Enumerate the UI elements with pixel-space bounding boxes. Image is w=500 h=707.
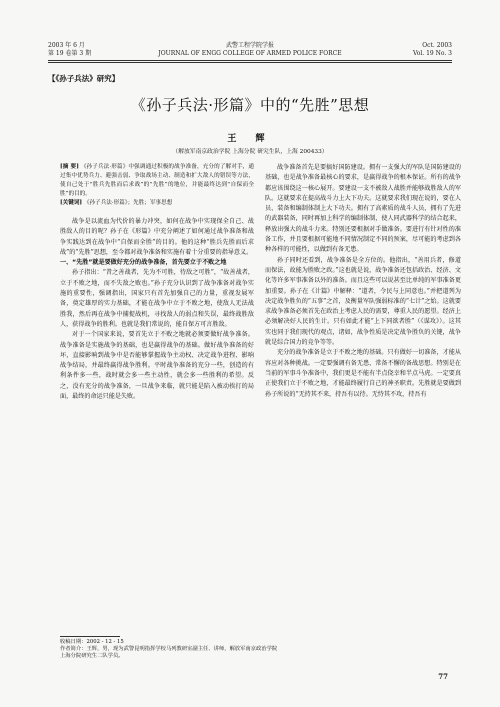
abstract-text: 《孙子兵法·形篇》中强调通过积极的战争准备，充分的了解对手，通过集中优势兵力、避强击弱、争取战场主动、制造和扩大敌人的错误等方法，使自己处于“胜兵先胜而后求战”的“先胜”的地位，并能最终达到“自保而全胜”的目的。: [60, 164, 254, 197]
body-paragraph: 战争准备首先是要搞好国防建设。拥有一支强大的军队是国防建设的基础，也是战争准备最核心的要求，是赢得战争的根本保证。所有的战争都应该围绕这一核心展开。要建设一支不被敌人战胜并能够战胜敌人的军队。这就要求在提高战斗力上大下功夫。这就要求我们现在说的，要在人员、装备和编制体制上大下功夫。拥有了高素质的战斗人员，拥有了先进的武器装备，同时再加上科学的编制体制，使人同武器科学的结合起来，释放出强大的战斗力来。特别还要根据对手做准备。要进行有针对性的准备工作，并且要根据可能地不同情况制定不同的预案，尽可能的考虑到各种各样的可能性，以做到有备无患。: [265, 164, 461, 254]
keywords: [60, 199, 254, 208]
header-journal-name: [48, 42, 452, 58]
keywords-text: 《孙子兵法·形篇》；先胜；军事思想: [83, 200, 173, 206]
author-bio: 作者简介：王辉，男，现为武警昆明指挥学校马列教研室副主任、讲师，解放军南京政治学院上海分院研究生二队学员。: [60, 646, 278, 659]
body-paragraph: 对于一个国家来说，要首先立于不败之地就必须要做好战争准备。战争准备是实施战争的基础，也是赢得战争的基础。做好战争准备的好坏，直接影响到战争中是否能够掌握战争主动权、决定战争进程、影响战争结局，并最终赢得战争胜利。平时战争准备的充分一些，创造的有利条件多一些，战时就会多一些主动性，就会多一些胜利的希望。反之，没有充分的战争准备，一旦战争来临，就只能是陷入被动挨打的局面，最终的命运只能是失败。: [60, 331, 254, 401]
footnote: [60, 639, 280, 660]
page-number: 77: [438, 672, 448, 681]
section-label: 【《孙子兵法》研究】: [48, 74, 120, 83]
keywords-label: [关键词]: [60, 200, 83, 206]
header-date-en: Oct. 2003: [422, 42, 452, 49]
header-volume-info: [413, 42, 452, 58]
journal-name-en: JOURNAL OF ENGG COLLEGE OF ARMED POLICE FORCE: [158, 50, 342, 57]
body-paragraph: 充分的战争准备是立于不败之地的基础。只有做好一切准备，才能从容应对各种挑战。一定要强调有备无患，常备不懈的备战思想。特别是在当前的军事斗争准备中，我们更是不能有半点侥幸和半点马虎。一定要真正使我们立于不败之地，才能最终履行自己的神圣职责。先胜就是要做到孙子所说的“无持其不来，持吾有以待。无恃其不攻，持吾有: [265, 349, 461, 398]
journal-name-cn: 武警工程学院学报: [225, 42, 274, 49]
article-author: 王 辉: [227, 134, 273, 144]
received-date: 收稿日期：2002 - 12 - 15: [60, 639, 124, 645]
author-affiliation: （解放军南京政治学院 上海分院 研究生队，上海 200433）: [172, 149, 328, 155]
abstract-label: [摘 要]: [60, 164, 79, 170]
footnote-rule: [60, 636, 120, 637]
left-column: [60, 163, 254, 663]
body-paragraph: 战争是以流血为代价的暴力冲突，如何在战争中实现保全自己、战胜敌人的目的呢？孙子在《形篇》中充分阐述了如何通过战争准备和战争实践达到在战争中“自保而全胜”的目的。他的这种“胜兵先胜而后求战”的“先胜”思想，至今都对战争准备和实施有着十分重要的指导意义。: [60, 218, 254, 256]
header-volume-en: Vol. 19 No. 3: [412, 50, 452, 57]
header-rule-thin: [48, 62, 452, 63]
right-column: [265, 163, 461, 703]
abstract: [60, 163, 254, 199]
header-rule: [48, 60, 452, 61]
section-heading: 一、“先胜”就是要做好充分的战争准备，首先要立于不败之地: [60, 259, 227, 267]
body-paragraph: 孙子指出：“昔之善战者，先为不可胜，待敌之可胜”，“故善战者，立于不败之地，而不失敌之败也。”孙子充分认识到了战争准备对战争实施的重要性，强调指出，国家只有首先加强自己的力量，重视发展军备，奠定雄厚的实力基础，才能在战争中立于不败之地，使敌人无法战胜我，然后再在战争中捕捉战机，寻找敌人的弱点和失误，最终战胜敌人，获得战争的胜利。也就是我们常说的，能自保方可言胜敌。: [60, 269, 254, 328]
article-title: 《孙子兵法·形篇》中的“先胜”思想: [130, 96, 370, 114]
header-date: 2003 年 6 月: [48, 42, 85, 49]
header-volume-cn: 第 19 卷第 3 期: [48, 50, 92, 57]
body-paragraph: 孙子同时还看到，战争准备是全方位的。他指出，“善用兵者，修道而保法，故能为胜败之政。”这也就是说，战争准备还包括政治、经济、文化等许多军事准备以外的准备。而且这些可以说甚至比单纯的军事准备更加重要。孙子在《计篇》中解释：“道者，令民与上同意也。”并把道列为决定战争胜负的“五事”之首，及衡量军队强弱标准的“七计”之始。这就要求战争准备必须首先在政治上考虑人民的需要，尊重人民的愿望。经济上必须解决好人民的生计。只有如此才能“上下同欲者胜”（《谋攻》）。这其实也同于我们现代的观点，诸如，战争性质是决定战争胜负的关键，战争就是综合国力的竞争等等。: [265, 256, 461, 347]
abstract-block: [60, 163, 254, 208]
